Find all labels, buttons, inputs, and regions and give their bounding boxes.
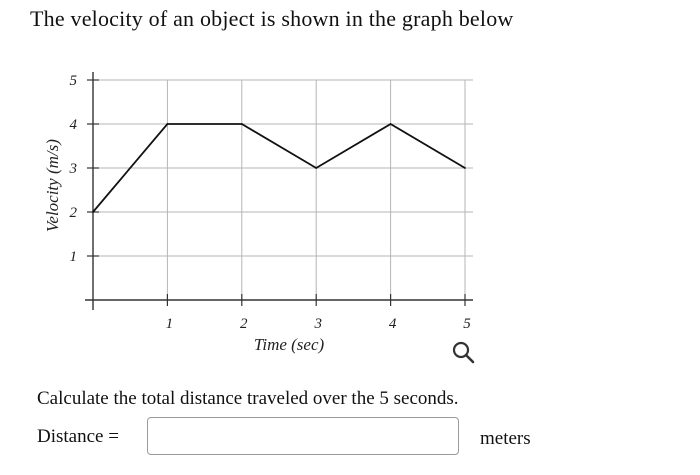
magnifier-icon[interactable] bbox=[450, 340, 476, 366]
y-axis-title: Velocity (m/s) bbox=[43, 139, 62, 233]
data-point-velocity-2 bbox=[241, 123, 243, 125]
chart-grid bbox=[93, 80, 473, 300]
unit-label: meters bbox=[480, 428, 531, 449]
chart-labels bbox=[43, 73, 471, 354]
y-tick-label-3: 3 bbox=[69, 161, 77, 177]
y-tick-label-2: 2 bbox=[69, 205, 77, 221]
question-text: Calculate the total distance traveled over the 5 seconds. bbox=[37, 388, 459, 409]
x-tick-label-4: 4 bbox=[388, 316, 397, 332]
chart-ticks bbox=[87, 80, 465, 306]
x-tick-label-2: 2 bbox=[240, 316, 248, 332]
data-point-velocity-5 bbox=[464, 167, 466, 169]
x-tick-label-1: 1 bbox=[165, 316, 174, 332]
x-tick-label-3: 3 bbox=[314, 316, 322, 332]
distance-input[interactable] bbox=[147, 417, 459, 455]
data-point-velocity-0 bbox=[92, 211, 94, 213]
y-tick-label-5: 5 bbox=[69, 73, 77, 89]
y-tick-label-1: 1 bbox=[69, 249, 77, 265]
answer-row bbox=[37, 417, 557, 457]
data-point-velocity-4 bbox=[390, 123, 392, 125]
data-point-velocity-1 bbox=[167, 123, 169, 125]
question-intro: The velocity of an object is shown in the graph below bbox=[30, 6, 514, 31]
chart-axes bbox=[85, 72, 473, 310]
x-tick-label-5: 5 bbox=[463, 316, 471, 332]
distance-label: Distance = bbox=[37, 426, 119, 447]
y-tick-label-4: 4 bbox=[69, 117, 77, 133]
x-axis-title: Time (sec) bbox=[253, 335, 325, 354]
data-point-velocity-3 bbox=[315, 167, 317, 169]
